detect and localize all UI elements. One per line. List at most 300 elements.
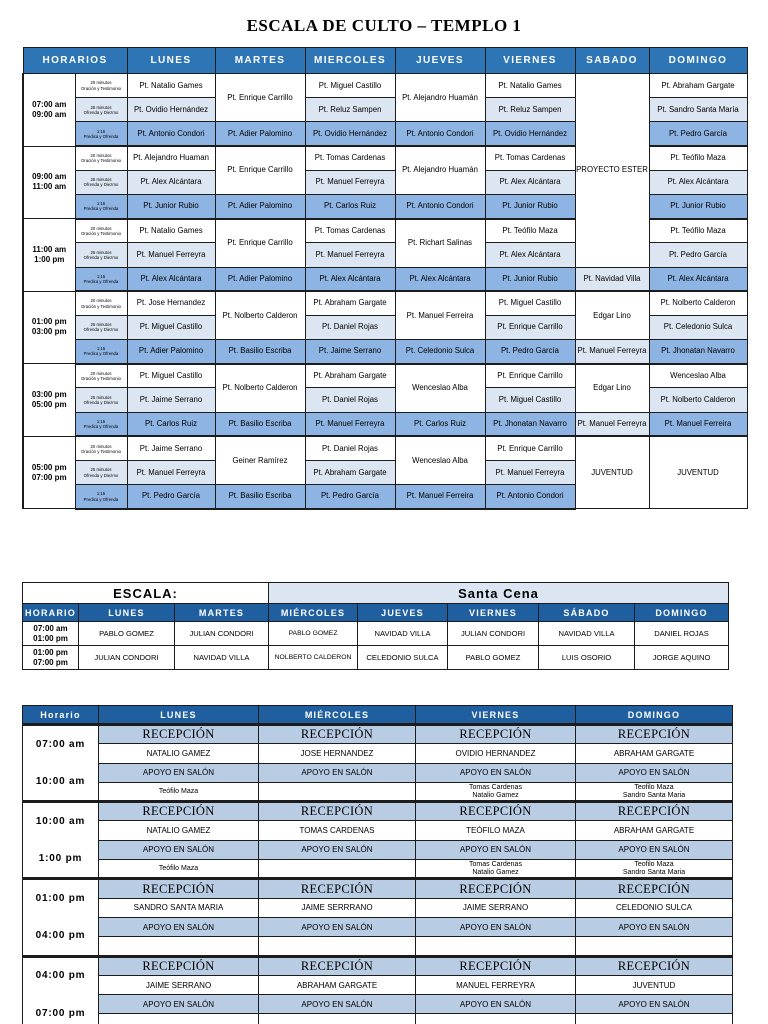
activity-name: Ofrenda y Diezmo (83, 400, 119, 406)
activity-duration: 20 minutos (90, 153, 112, 159)
culto-cell-domingo: Pt. Pedro García (649, 122, 747, 146)
activity-label (75, 122, 127, 146)
activity-label (75, 291, 127, 315)
culto-cell-domingo: Wenceslao Alba (649, 364, 747, 388)
time-start: 09:00 am (32, 172, 67, 182)
recepcion-cell: CELEDONIO SULCA (576, 898, 733, 917)
recepcion-cell: TEÓFILO MAZA (416, 821, 576, 840)
culto-cell-sabado: Pt. Navidad Villa (575, 267, 649, 291)
culto-cell-lunes: Pt. Ovidio Hernández (127, 98, 215, 122)
recepcion-row (23, 917, 733, 936)
culto-cell-miercoles: Pt. Reluz Sampen (305, 98, 395, 122)
recepcion-name: Sandro Santa Maria (622, 868, 686, 876)
culto-cell-miercoles: Pt. Daniel Rojas (305, 388, 395, 412)
recepcion-row (23, 782, 733, 801)
time-start: 05:00 pm (31, 462, 67, 472)
santa-cena-header-0: HORARIO (23, 604, 79, 622)
culto-cell-domingo: Pt. Teófilo Maza (649, 146, 747, 170)
recepcion-row (23, 995, 733, 1014)
recepcion-cell: JAIME SERRRANO (259, 898, 416, 917)
recepcion-cell (576, 937, 733, 956)
apoyo-label: APOYO EN SALÓN (416, 840, 576, 859)
culto-cell-viernes: Pt. Alex Alcántara (485, 170, 575, 194)
recepcion-row (23, 956, 733, 975)
recepcion-label: RECEPCIÓN (259, 956, 416, 975)
culto-cell-domingo: Pt. Nolberto Calderon (649, 291, 747, 315)
santa-cena-header-3: MIÉRCOLES (269, 604, 358, 622)
time-start: 07:00 am (33, 623, 68, 633)
culto-cell-domingo: Pt. Pedro García (649, 243, 747, 267)
recepcion-name: Natalio Gamez (472, 868, 519, 876)
santa-cena-cell: LUIS OSORIO (539, 646, 635, 670)
culto-cell-martes: Pt. Basilio Escriba (215, 485, 305, 509)
activity-label (75, 364, 127, 388)
activity-label (75, 146, 127, 170)
recepcion-header-row (23, 706, 733, 725)
culto-cell-lunes: Pt. Natalio Games (127, 74, 215, 98)
culto-cell-jueves: Pt. Antonio Condori (395, 194, 485, 218)
apoyo-label: APOYO EN SALÓN (576, 995, 733, 1014)
santa-cena-cell: CELEDONIO SULCA (358, 646, 448, 670)
culto-cell-sabado: JUVENTUD (575, 436, 649, 509)
recepcion-label: RECEPCIÓN (99, 725, 259, 744)
activity-label (75, 436, 127, 460)
time-end: 11:00 am (32, 182, 67, 192)
time-end: 03:00 pm (31, 327, 67, 337)
culto-cell-domingo: Pt. Celedonio Sulca (649, 315, 747, 339)
recepcion-cell (576, 860, 733, 879)
recepcion-cell: SANDRO SANTA MARIA (99, 898, 259, 917)
culto-cell-jueves: Wenceslao Alba (395, 364, 485, 412)
recepcion-name: Natalio Gamez (472, 791, 519, 799)
culto-row (23, 364, 747, 388)
activity-name: Predica y Ofrenda (83, 278, 119, 284)
culto-cell-miercoles: Pt. Manuel Ferreyra (305, 412, 395, 436)
recepcion-time (23, 879, 99, 956)
culto-cell-martes: Pt. Enrique Carrillo (215, 74, 305, 122)
culto-cell-viernes: Pt. Teófilo Maza (485, 219, 575, 243)
culto-cell-jueves: Pt. Richart Salinas (395, 219, 485, 267)
culto-cell-lunes: Pt. Miguel Castillo (127, 315, 215, 339)
activity-duration: 1:15 (96, 491, 106, 497)
activity-label (75, 485, 127, 509)
time-slot (23, 364, 75, 437)
time-start: 07:00 am (35, 738, 86, 750)
culto-cell-miercoles: Pt. Abraham Gargate (305, 291, 395, 315)
culto-cell-miercoles: Pt. Abraham Gargate (305, 461, 395, 485)
time-slot (23, 74, 75, 147)
activity-label (75, 194, 127, 218)
time-start: 01:00 pm (31, 317, 67, 327)
santa-cena-cell: NAVIDAD VILLA (539, 622, 635, 646)
recepcion-cell (259, 937, 416, 956)
culto-cell-lunes: Pt. Natalio Games (127, 219, 215, 243)
activity-duration: 20 minutos (90, 443, 112, 449)
culto-cell-viernes: Pt. Jhonatan Navarro (485, 412, 575, 436)
recepcion-cell (576, 782, 733, 801)
recepcion-name: Tomas Cardenas (469, 861, 522, 869)
culto-cell-martes: Pt. Basilio Escriba (215, 412, 305, 436)
recepcion-name: Teofilo Maza (634, 861, 674, 869)
culto-cell-miercoles: Pt. Manuel Ferreyra (305, 170, 395, 194)
time-slot (23, 436, 75, 509)
recepcion-cell: JUVENTUD (576, 975, 733, 994)
activity-label (75, 267, 127, 291)
culto-header-2: MARTES (215, 48, 305, 74)
santa-cena-title: Santa Cena (269, 583, 729, 604)
culto-cell-domingo: Pt. Abraham Gargate (649, 74, 747, 98)
time-end: 07:00 pm (33, 657, 68, 667)
activity-label (75, 98, 127, 122)
culto-cell-jueves: Pt. Alejandro Huamán (395, 74, 485, 122)
activity-name: Predica y Ofrenda (83, 423, 119, 429)
culto-cell-miercoles: Pt. Daniel Rojas (305, 436, 395, 460)
activity-duration: 25 minutos (90, 394, 112, 400)
culto-row (23, 267, 747, 291)
recepcion-row (23, 1014, 733, 1024)
culto-cell-domingo: Pt. Jhonatan Navarro (649, 340, 747, 364)
culto-cell-viernes: Pt. Junior Rubio (485, 267, 575, 291)
activity-name: Oración y Testimonio (80, 85, 122, 91)
culto-cell-jueves: Pt. Alejandro Huamán (395, 146, 485, 194)
culto-cell-martes: Pt. Nolberto Calderon (215, 291, 305, 339)
recepcion-label: RECEPCIÓN (99, 956, 259, 975)
culto-cell-miercoles: Pt. Tomas Cardenas (305, 219, 395, 243)
culto-header-1: LUNES (127, 48, 215, 74)
activity-duration: 1:15 (96, 201, 106, 207)
recepcion-row (23, 744, 733, 763)
culto-cell-viernes: Pt. Miguel Castillo (485, 388, 575, 412)
santa-cena-header-2: MARTES (175, 604, 269, 622)
culto-row (23, 74, 747, 98)
apoyo-label: APOYO EN SALÓN (576, 763, 733, 782)
culto-schedule-table (22, 47, 748, 510)
recepcion-cell: JAIME SERRANO (99, 975, 259, 994)
time-start: 01:00 pm (35, 892, 86, 904)
culto-cell-miercoles: Pt. Manuel Ferreyra (305, 243, 395, 267)
culto-cell-viernes: Pt. Enrique Carrillo (485, 436, 575, 460)
culto-cell-viernes: Pt. Junior Rubio (485, 194, 575, 218)
recepcion-time (23, 956, 99, 1024)
time-end: 05:00 pm (31, 400, 67, 410)
culto-cell-domingo: Pt. Nolberto Calderon (649, 388, 747, 412)
santa-cena-header-1: LUNES (79, 604, 175, 622)
activity-label (75, 412, 127, 436)
time-end: 1:00 pm (34, 254, 65, 264)
culto-cell-viernes: Pt. Manuel Ferreyra (485, 461, 575, 485)
recepcion-label: RECEPCIÓN (259, 879, 416, 898)
santa-cena-time (23, 646, 79, 670)
recepcion-cell: TOMAS CARDENAS (259, 821, 416, 840)
santa-cena-header-row (23, 604, 729, 622)
culto-cell-lunes: Pt. Carlos Ruiz (127, 412, 215, 436)
activity-duration: 20 minutos (90, 80, 112, 86)
activity-name: Oración y Testimonio (80, 303, 122, 309)
apoyo-label: APOYO EN SALÓN (259, 917, 416, 936)
apoyo-label: APOYO EN SALÓN (259, 995, 416, 1014)
activity-name: Oración y Testimonio (80, 230, 122, 236)
recepcion-header-4: DOMINGO (576, 706, 733, 725)
activity-name: Predica y Ofrenda (83, 206, 119, 212)
santa-cena-header-5: VIERNES (448, 604, 539, 622)
culto-cell-jueves: Pt. Celedonio Sulca (395, 340, 485, 364)
recepcion-cell: Teófilo Maza (99, 860, 259, 879)
activity-duration: 1:15 (96, 273, 106, 279)
activity-label (75, 388, 127, 412)
time-end: 1:00 pm (38, 852, 83, 864)
santa-cena-header-4: JUEVES (358, 604, 448, 622)
culto-header-5: VIERNES (485, 48, 575, 74)
culto-cell-lunes: Pt. Alejandro Huaman (127, 146, 215, 170)
culto-cell-martes: Pt. Enrique Carrillo (215, 146, 305, 194)
activity-name: Oración y Testimonio (80, 158, 122, 164)
recepcion-cell: NATALIO GAMEZ (99, 821, 259, 840)
activity-duration: 25 minutos (90, 467, 112, 473)
recepcion-row (23, 802, 733, 821)
activity-name: Ofrenda y Diezmo (83, 254, 119, 260)
recepcion-name: Teofilo Maza (634, 784, 674, 792)
santa-cena-cell: NOLBERTO CALDERON (269, 646, 358, 670)
recepcion-cell (416, 860, 576, 879)
recepcion-label: RECEPCIÓN (576, 725, 733, 744)
time-slot (23, 291, 75, 364)
culto-cell-lunes: Pt. Jaime Serrano (127, 388, 215, 412)
recepcion-cell (259, 1014, 416, 1024)
recepcion-time (23, 802, 99, 879)
apoyo-label: APOYO EN SALÓN (99, 995, 259, 1014)
activity-label (75, 74, 127, 98)
recepcion-time (23, 725, 99, 802)
activity-duration: 25 minutos (90, 249, 112, 255)
time-end: 07:00 pm (35, 1007, 86, 1019)
activity-label (75, 219, 127, 243)
culto-cell-lunes: Pt. Manuel Ferreyra (127, 243, 215, 267)
culto-cell-jueves: Wenceslao Alba (395, 436, 485, 484)
time-end: 04:00 pm (35, 930, 86, 942)
time-end: 01:00 pm (33, 633, 68, 643)
culto-cell-viernes: Pt. Pedro García (485, 340, 575, 364)
culto-cell-viernes: Pt. Natalio Games (485, 74, 575, 98)
culto-cell-domingo: JUVENTUD (649, 436, 747, 509)
recepcion-cell: OVIDIO HERNANDEZ (416, 744, 576, 763)
activity-duration: 1:15 (96, 128, 106, 134)
activity-duration: 1:15 (96, 418, 106, 424)
culto-cell-sabado: Pt. Manuel Ferreyra (575, 340, 649, 364)
culto-cell-lunes: Pt. Jose Hernandez (127, 291, 215, 315)
recepcion-name: Sandro Santa Maria (622, 791, 686, 799)
apoyo-label: APOYO EN SALÓN (416, 995, 576, 1014)
activity-duration: 20 minutos (90, 225, 112, 231)
santa-cena-cell: NAVIDAD VILLA (358, 622, 448, 646)
page-title: ESCALA DE CULTO – TEMPLO 1 (246, 16, 522, 35)
recepcion-cell (416, 782, 576, 801)
recepcion-cell (259, 782, 416, 801)
culto-cell-domingo: Pt. Alex Alcántara (649, 267, 747, 291)
culto-cell-domingo: Pt. Manuel Ferreira (649, 412, 747, 436)
culto-cell-miercoles: Pt. Daniel Rojas (305, 315, 395, 339)
culto-cell-martes: Pt. Nolberto Calderon (215, 364, 305, 412)
apoyo-label: APOYO EN SALÓN (259, 840, 416, 859)
culto-cell-lunes: Pt. Adier Palomino (127, 340, 215, 364)
recepcion-label: RECEPCIÓN (99, 802, 259, 821)
activity-duration: 20 minutos (90, 370, 112, 376)
apoyo-label: APOYO EN SALÓN (576, 917, 733, 936)
recepcion-cell: ABRAHAM GARGATE (576, 744, 733, 763)
santa-cena-time (23, 622, 79, 646)
culto-header-7: DOMINGO (649, 48, 747, 74)
activity-duration: 1:15 (96, 346, 106, 352)
culto-header-0: HORARIOS (23, 48, 127, 74)
recepcion-label: RECEPCIÓN (416, 879, 576, 898)
culto-header-4: JUEVES (395, 48, 485, 74)
apoyo-label: APOYO EN SALÓN (259, 763, 416, 782)
culto-cell-lunes: Pt. Pedro García (127, 485, 215, 509)
activity-label (75, 461, 127, 485)
culto-cell-lunes: Pt. Manuel Ferreyra (127, 461, 215, 485)
culto-cell-viernes: Pt. Enrique Carrillo (485, 315, 575, 339)
activity-name: Ofrenda y Diezmo (83, 327, 119, 333)
activity-duration: 25 minutos (90, 177, 112, 183)
santa-cena-cell: JULIAN CONDORI (448, 622, 539, 646)
santa-cena-cell: NAVIDAD VILLA (175, 646, 269, 670)
santa-cena-cell: JORGE AQUINO (635, 646, 729, 670)
time-slot (23, 146, 75, 219)
recepcion-row (23, 898, 733, 917)
culto-row (23, 412, 747, 436)
recepcion-cell: Teófilo Maza (99, 782, 259, 801)
recepcion-header-1: LUNES (99, 706, 259, 725)
culto-cell-miercoles: Pt. Jaime Serrano (305, 340, 395, 364)
activity-name: Oración y Testimonio (80, 376, 122, 382)
recepcion-cell (416, 1014, 576, 1024)
culto-row (23, 291, 747, 315)
recepcion-row (23, 860, 733, 879)
culto-cell-domingo: Pt. Alex Alcántara (649, 170, 747, 194)
santa-cena-cell: PABLO GOMEZ (269, 622, 358, 646)
santa-cena-cell: DANIEL ROJAS (635, 622, 729, 646)
culto-row (23, 436, 747, 460)
activity-name: Oración y Testimonio (80, 448, 122, 454)
recepcion-row (23, 763, 733, 782)
culto-cell-martes: Pt. Adier Palomino (215, 194, 305, 218)
culto-cell-sabado: Edgar Lino (575, 291, 649, 339)
recepcion-label: RECEPCIÓN (576, 802, 733, 821)
apoyo-label: APOYO EN SALÓN (99, 917, 259, 936)
recepcion-label: RECEPCIÓN (576, 879, 733, 898)
culto-cell-lunes: Pt. Alex Alcántara (127, 170, 215, 194)
apoyo-label: APOYO EN SALÓN (99, 763, 259, 782)
culto-cell-viernes: Pt. Alex Alcántara (485, 243, 575, 267)
recepcion-cell (416, 937, 576, 956)
culto-cell-domingo: Pt. Teófilo Maza (649, 219, 747, 243)
culto-cell-domingo: Pt. Junior Rubio (649, 194, 747, 218)
culto-cell-viernes: Pt. Miguel Castillo (485, 291, 575, 315)
culto-cell-domingo: Pt. Sandro Santa María (649, 98, 747, 122)
culto-cell-miercoles: Pt. Pedro García (305, 485, 395, 509)
activity-duration: 20 minutos (90, 298, 112, 304)
culto-cell-jueves: Pt. Antonio Condori (395, 122, 485, 146)
culto-row (23, 340, 747, 364)
recepcion-cell: JOSE HERNANDEZ (259, 744, 416, 763)
activity-duration: 25 minutos (90, 322, 112, 328)
recepcion-table (22, 705, 733, 1024)
activity-label (75, 315, 127, 339)
recepcion-name: Tomas Cardenas (469, 784, 522, 792)
culto-cell-martes: Pt. Adier Palomino (215, 122, 305, 146)
time-end: 09:00 am (32, 109, 67, 119)
recepcion-time-wrap (23, 726, 98, 800)
apoyo-label: APOYO EN SALÓN (576, 840, 733, 859)
time-slot (23, 219, 75, 292)
recepcion-cell (99, 1014, 259, 1024)
recepcion-row (23, 821, 733, 840)
santa-cena-title-row (23, 583, 729, 604)
activity-name: Predica y Ofrenda (83, 133, 119, 139)
culto-header-3: MIERCOLES (305, 48, 395, 74)
recepcion-cell: NATALIO GAMEZ (99, 744, 259, 763)
recepcion-label: RECEPCIÓN (576, 956, 733, 975)
culto-cell-martes: Pt. Adier Palomino (215, 267, 305, 291)
recepcion-row (23, 937, 733, 956)
culto-cell-martes: Pt. Enrique Carrillo (215, 219, 305, 267)
recepcion-cell (576, 1014, 733, 1024)
culto-cell-lunes: Pt. Miguel Castillo (127, 364, 215, 388)
recepcion-label: RECEPCIÓN (416, 802, 576, 821)
culto-cell-sabado: Edgar Lino (575, 364, 649, 412)
recepcion-cell: ABRAHAM GARGATE (259, 975, 416, 994)
recepcion-label: RECEPCIÓN (416, 725, 576, 744)
apoyo-label: APOYO EN SALÓN (416, 763, 576, 782)
culto-cell-sabado-proyecto: PROYECTO ESTER (575, 74, 649, 268)
activity-name: Ofrenda y Diezmo (83, 472, 119, 478)
santa-cena-row (23, 622, 729, 646)
santa-cena-header-6: SÁBADO (539, 604, 635, 622)
time-start: 07:00 am (32, 99, 67, 109)
culto-cell-lunes: Pt. Antonio Condori (127, 122, 215, 146)
activity-duration: 25 minutos (90, 104, 112, 110)
apoyo-label: APOYO EN SALÓN (99, 840, 259, 859)
recepcion-header-3: VIERNES (416, 706, 576, 725)
culto-cell-sabado: Pt. Manuel Ferreyra (575, 412, 649, 436)
recepcion-row (23, 975, 733, 994)
santa-cena-row (23, 646, 729, 670)
recepcion-header-0: Horario (23, 706, 99, 725)
culto-cell-lunes: Pt. Jaime Serrano (127, 436, 215, 460)
santa-cena-cell: PABLO GOMEZ (79, 622, 175, 646)
activity-name: Ofrenda y Diezmo (83, 182, 119, 188)
recepcion-cell: ABRAHAM GARGATE (576, 821, 733, 840)
recepcion-time-wrap (23, 958, 98, 1024)
santa-cena-cell: JULIAN CONDORI (175, 622, 269, 646)
time-end: 10:00 am (35, 775, 86, 787)
culto-cell-miercoles: Pt. Carlos Ruiz (305, 194, 395, 218)
recepcion-row (23, 879, 733, 898)
recepcion-cell: JAIME SERRANO (416, 898, 576, 917)
culto-cell-jueves: Pt. Manuel Ferreira (395, 291, 485, 339)
time-start: 04:00 pm (35, 970, 86, 982)
activity-label (75, 243, 127, 267)
activity-label (75, 170, 127, 194)
culto-cell-jueves: Pt. Carlos Ruiz (395, 412, 485, 436)
activity-name: Ofrenda y Diezmo (83, 109, 119, 115)
time-start: 11:00 am (32, 244, 67, 254)
activity-label (75, 340, 127, 364)
santa-cena-table (22, 582, 729, 670)
time-start: 03:00 pm (31, 390, 67, 400)
culto-cell-jueves: Pt. Alex Alcántara (395, 267, 485, 291)
recepcion-row (23, 725, 733, 744)
recepcion-cell (99, 937, 259, 956)
